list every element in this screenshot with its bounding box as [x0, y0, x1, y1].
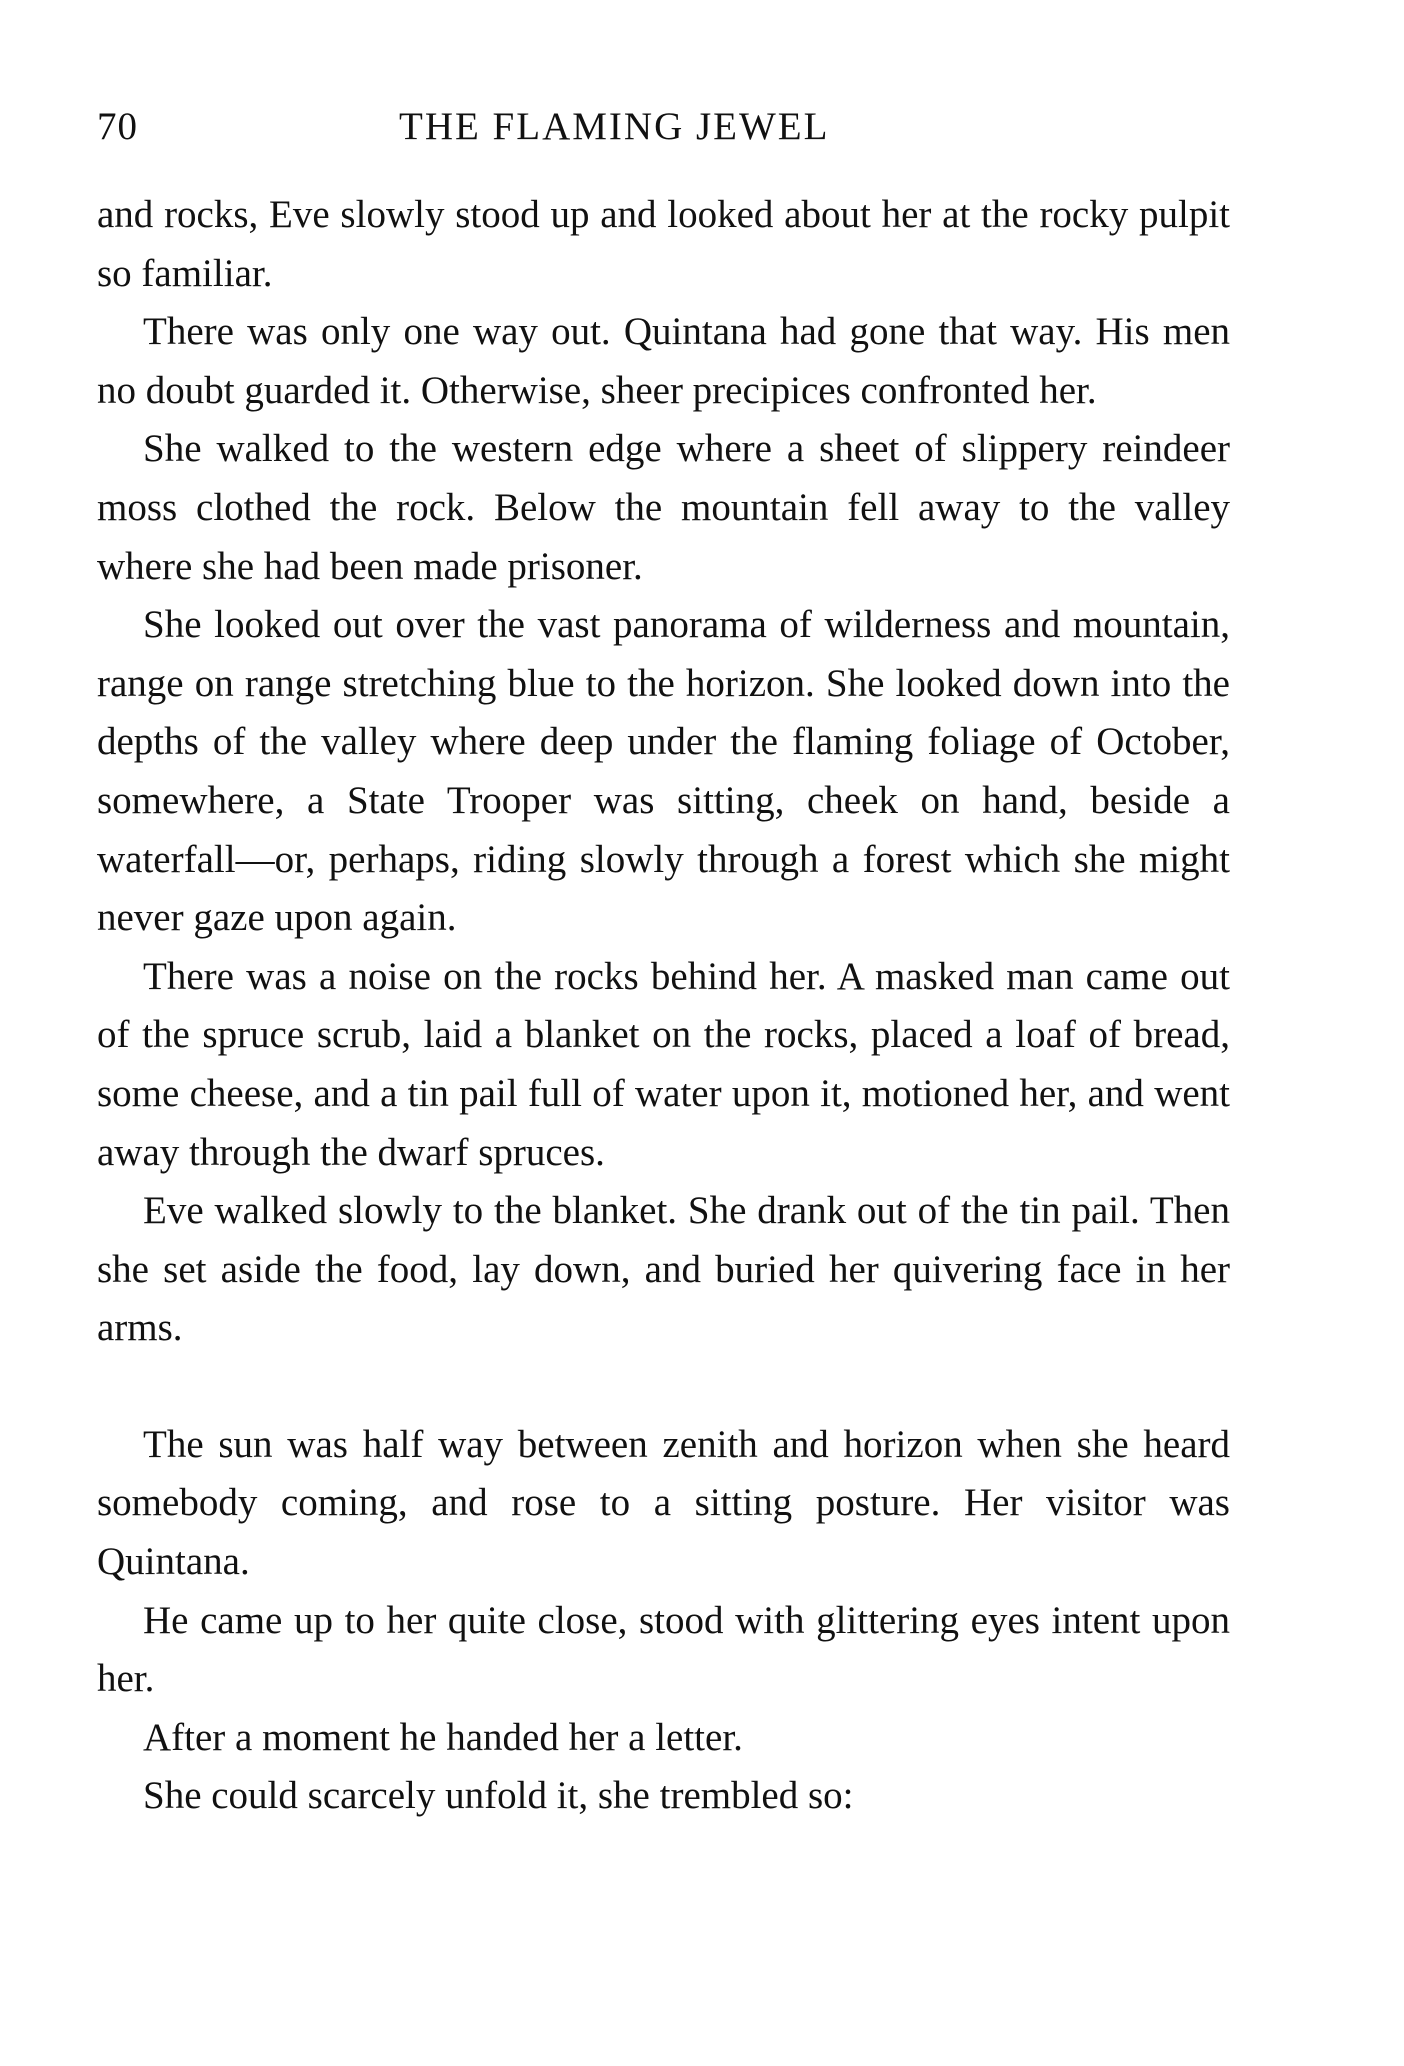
paragraph: There was only one way out. Quintana had gone that way. His men no doubt guarded it. Otherwise, sheer precipices confronted her. [97, 310, 1230, 412]
paragraph: She looked out over the vast panorama of wilderness and mountain, range on range stretching blue to the horizon. She looked down into the depths of the valley where deep under the flaming foliage of October, somewhere, a State Trooper was sitting, cheek on hand, beside a waterfall—or, perhaps, riding slowly through a forest which she might never gaze upon again. [97, 603, 1230, 940]
page-number: 70 [97, 105, 138, 148]
paragraph: She could scarcely unfold it, she trembled so: [143, 1774, 854, 1818]
running-title: THE FLAMING JEWEL [399, 105, 830, 148]
paragraph: He came up to her quite close, stood with glittering eyes intent upon her. [97, 1598, 1230, 1701]
running-head [97, 104, 1227, 164]
section-break [97, 1358, 1230, 1416]
body-text [97, 186, 1230, 1826]
paragraph: and rocks, Eve slowly stood up and looked about her at the rocky pulpit so familiar. [97, 193, 1230, 295]
paragraph: Eve walked slowly to the blanket. She drank out of the tin pail. Then she set aside the food, lay down, and buried her quivering face in her arms. [97, 1189, 1230, 1350]
paragraph: She walked to the western edge where a sheet of slippery reindeer moss clothed the rock. Below the mountain fell away to the valley where she had been made prisoner. [97, 427, 1230, 588]
paragraph: The sun was half way between zenith and horizon when she heard somebody coming, and rose to a sitting posture. Her visitor was Quintana. [97, 1422, 1230, 1584]
paragraph: There was a noise on the rocks behind her. A masked man came out of the spruce scrub, laid a blanket on the rocks, placed a loaf of bread, some cheese, and a tin pail full of water upon it, motioned her, and went away through the dwarf spruces. [97, 954, 1230, 1174]
paragraph: After a moment he handed her a letter. [143, 1715, 743, 1759]
